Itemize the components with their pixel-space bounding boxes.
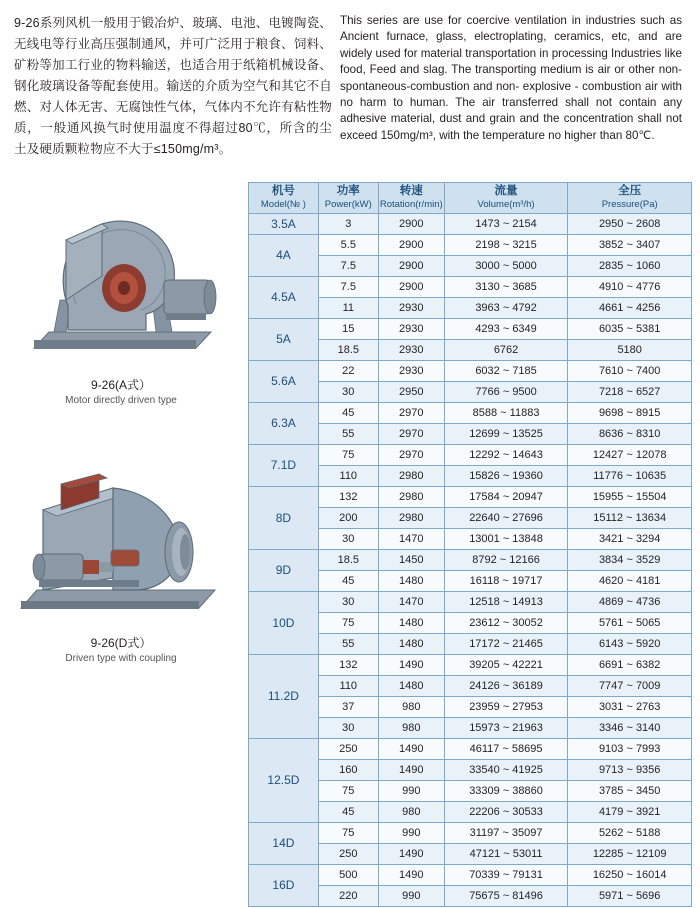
cell-power: 30 xyxy=(318,529,378,550)
cell-rotation: 2970 xyxy=(378,424,444,445)
cell-model: 3.5A xyxy=(249,214,319,235)
cell-rotation: 1480 xyxy=(378,571,444,592)
specification-table xyxy=(248,182,692,907)
table-row xyxy=(249,550,692,571)
cell-rotation: 2900 xyxy=(378,214,444,235)
fan-a-type-photo xyxy=(6,180,236,370)
cell-power: 200 xyxy=(318,508,378,529)
cell-rotation: 2900 xyxy=(378,277,444,298)
cell-pressure: 3834 ~ 3529 xyxy=(568,550,692,571)
cell-power: 132 xyxy=(318,487,378,508)
cell-model: 14D xyxy=(249,823,319,865)
cell-pressure: 7610 ~ 7400 xyxy=(568,361,692,382)
specification-table-wrapper xyxy=(248,182,692,907)
table-row xyxy=(249,865,692,886)
cell-volume: 3000 ~ 5000 xyxy=(444,256,568,277)
cell-power: 75 xyxy=(318,781,378,802)
cell-power: 18.5 xyxy=(318,550,378,571)
figures-column xyxy=(0,180,242,664)
cell-pressure: 6035 ~ 5381 xyxy=(568,319,692,340)
table-row xyxy=(249,655,692,676)
cell-power: 55 xyxy=(318,634,378,655)
cell-power: 160 xyxy=(318,760,378,781)
cell-pressure: 7218 ~ 6527 xyxy=(568,382,692,403)
cell-volume: 15973 ~ 21963 xyxy=(444,718,568,739)
cell-rotation: 990 xyxy=(378,781,444,802)
table-row xyxy=(249,739,692,760)
cell-volume: 4293 ~ 6349 xyxy=(444,319,568,340)
table-row xyxy=(249,361,692,382)
cell-rotation: 1450 xyxy=(378,550,444,571)
column-header-volume: 流量 Volume(m³/h) xyxy=(444,183,568,214)
cell-power: 30 xyxy=(318,382,378,403)
cell-rotation: 1480 xyxy=(378,613,444,634)
cell-rotation: 1490 xyxy=(378,844,444,865)
cell-power: 110 xyxy=(318,676,378,697)
cell-pressure: 9103 ~ 7993 xyxy=(568,739,692,760)
table-row xyxy=(249,214,692,235)
cell-pressure: 12427 ~ 12078 xyxy=(568,445,692,466)
cell-power: 55 xyxy=(318,424,378,445)
cell-pressure: 5971 ~ 5696 xyxy=(568,886,692,907)
cell-rotation: 990 xyxy=(378,886,444,907)
cell-power: 45 xyxy=(318,403,378,424)
cell-volume: 17584 ~ 20947 xyxy=(444,487,568,508)
cell-pressure: 16250 ~ 16014 xyxy=(568,865,692,886)
cell-power: 132 xyxy=(318,655,378,676)
column-header-pressure: 全压 Pressure(Pa) xyxy=(568,183,692,214)
cell-volume: 70339 ~ 79131 xyxy=(444,865,568,886)
table-body xyxy=(249,214,692,907)
table-header-row xyxy=(249,183,692,214)
cell-volume: 47121 ~ 53011 xyxy=(444,844,568,865)
cell-pressure: 5262 ~ 5188 xyxy=(568,823,692,844)
cell-rotation: 980 xyxy=(378,697,444,718)
column-header-rotation: 转速 Rotation(r/min) xyxy=(378,183,444,214)
cell-power: 5.5 xyxy=(318,235,378,256)
cell-rotation: 980 xyxy=(378,718,444,739)
cell-volume: 1473 ~ 2154 xyxy=(444,214,568,235)
cell-power: 45 xyxy=(318,571,378,592)
cell-rotation: 2980 xyxy=(378,466,444,487)
cell-power: 30 xyxy=(318,592,378,613)
cell-volume: 12292 ~ 14643 xyxy=(444,445,568,466)
table-row xyxy=(249,445,692,466)
cell-power: 75 xyxy=(318,823,378,844)
table-row xyxy=(249,319,692,340)
cell-pressure: 2835 ~ 1060 xyxy=(568,256,692,277)
cell-volume: 24126 ~ 36189 xyxy=(444,676,568,697)
cell-volume: 6032 ~ 7185 xyxy=(444,361,568,382)
cell-rotation: 1490 xyxy=(378,760,444,781)
cell-volume: 15826 ~ 19360 xyxy=(444,466,568,487)
cell-model: 16D xyxy=(249,865,319,907)
cell-model: 4.5A xyxy=(249,277,319,319)
cell-rotation: 1490 xyxy=(378,739,444,760)
figure-d-caption-cn: 9-26(D式） xyxy=(90,636,152,650)
cell-volume: 17172 ~ 21465 xyxy=(444,634,568,655)
cell-power: 18.5 xyxy=(318,340,378,361)
cell-pressure: 15955 ~ 15504 xyxy=(568,487,692,508)
cell-power: 250 xyxy=(318,844,378,865)
cell-volume: 33540 ~ 41925 xyxy=(444,760,568,781)
cell-volume: 23959 ~ 27953 xyxy=(444,697,568,718)
cell-model: 5A xyxy=(249,319,319,361)
cell-pressure: 5180 xyxy=(568,340,692,361)
cell-model: 6.3A xyxy=(249,403,319,445)
cell-rotation: 1480 xyxy=(378,634,444,655)
cell-rotation: 2900 xyxy=(378,256,444,277)
cell-rotation: 990 xyxy=(378,823,444,844)
cell-rotation: 1470 xyxy=(378,529,444,550)
cell-model: 12.5D xyxy=(249,739,319,823)
cell-pressure: 4910 ~ 4776 xyxy=(568,277,692,298)
cell-power: 110 xyxy=(318,466,378,487)
table-row xyxy=(249,487,692,508)
cell-power: 3 xyxy=(318,214,378,235)
figure-a-type xyxy=(0,180,242,406)
cell-rotation: 2930 xyxy=(378,340,444,361)
cell-power: 7.5 xyxy=(318,256,378,277)
cell-pressure: 5761 ~ 5065 xyxy=(568,613,692,634)
intro-text-chinese: 9-26系列风机一般用于锻冶炉、玻璃、电池、电镀陶瓷、无线电等行业高压强制通风，并可广泛用于粮食、饲料、矿粉等加工行业的物料输送，也适合用于纸箱机械设备、钢化玻璃设备等配套使用。输送的介质为空气和其它不自燃、对人体无害、无腐蚀性气体，气体内不允许有粘性物质，一般通风换气时使用温度不得超过80℃，所含的尘土及硬质颗粒物应不大于≤150mg/m³。 xyxy=(14,16,332,156)
cell-power: 15 xyxy=(318,319,378,340)
cell-rotation: 1490 xyxy=(378,655,444,676)
intro-section xyxy=(0,0,700,160)
cell-model: 10D xyxy=(249,592,319,655)
cell-model: 4A xyxy=(249,235,319,277)
cell-model: 11.2D xyxy=(249,655,319,739)
figure-d-caption-en: Driven type with coupling xyxy=(65,653,177,664)
cell-volume: 23612 ~ 30052 xyxy=(444,613,568,634)
cell-power: 22 xyxy=(318,361,378,382)
cell-volume: 46117 ~ 58695 xyxy=(444,739,568,760)
table-row xyxy=(249,277,692,298)
cell-volume: 8792 ~ 12166 xyxy=(444,550,568,571)
cell-power: 250 xyxy=(318,739,378,760)
cell-pressure: 3852 ~ 3407 xyxy=(568,235,692,256)
cell-power: 11 xyxy=(318,298,378,319)
cell-pressure: 12285 ~ 12109 xyxy=(568,844,692,865)
cell-rotation: 1470 xyxy=(378,592,444,613)
cell-model: 7.1D xyxy=(249,445,319,487)
cell-volume: 22640 ~ 27696 xyxy=(444,508,568,529)
cell-pressure: 4869 ~ 4736 xyxy=(568,592,692,613)
cell-pressure: 11776 ~ 10635 xyxy=(568,466,692,487)
cell-model: 9D xyxy=(249,550,319,592)
cell-pressure: 3421 ~ 3294 xyxy=(568,529,692,550)
cell-pressure: 3031 ~ 2763 xyxy=(568,697,692,718)
cell-pressure: 4620 ~ 4181 xyxy=(568,571,692,592)
cell-rotation: 1480 xyxy=(378,676,444,697)
cell-pressure: 9713 ~ 9356 xyxy=(568,760,692,781)
fan-d-type-photo xyxy=(3,458,239,628)
cell-volume: 39205 ~ 42221 xyxy=(444,655,568,676)
table-row xyxy=(249,403,692,424)
cell-power: 37 xyxy=(318,697,378,718)
cell-rotation: 2930 xyxy=(378,361,444,382)
cell-rotation: 2900 xyxy=(378,235,444,256)
cell-pressure: 7747 ~ 7009 xyxy=(568,676,692,697)
intro-text-english: This series are use for coercive ventilation in industries such as Ancient furnace, glass, electroplating, ceramics, etc, and are widely used for material transportation in processing Industries like food, Feed and slag. The transporting medium is air or other non-spontaneous-combustion and non- explosive - combustion air with no harm to human. The air transferred shall not contain any adhesive material, dust and grain and the concentration shall not exceed 150mg/m³, with the temperature no higher than 80℃. xyxy=(340,14,682,142)
cell-pressure: 4661 ~ 4256 xyxy=(568,298,692,319)
cell-pressure: 2950 ~ 2608 xyxy=(568,214,692,235)
cell-volume: 12518 ~ 14913 xyxy=(444,592,568,613)
cell-power: 7.5 xyxy=(318,277,378,298)
cell-power: 220 xyxy=(318,886,378,907)
table-row xyxy=(249,592,692,613)
cell-volume: 16118 ~ 19717 xyxy=(444,571,568,592)
cell-volume: 3963 ~ 4792 xyxy=(444,298,568,319)
table-row xyxy=(249,235,692,256)
cell-rotation: 2970 xyxy=(378,403,444,424)
cell-pressure: 3785 ~ 3450 xyxy=(568,781,692,802)
cell-model: 5.6A xyxy=(249,361,319,403)
figure-d-type xyxy=(0,458,242,664)
cell-volume: 31197 ~ 35097 xyxy=(444,823,568,844)
cell-volume: 6762 xyxy=(444,340,568,361)
column-header-power: 功率 Power(kW) xyxy=(318,183,378,214)
cell-pressure: 4179 ~ 3921 xyxy=(568,802,692,823)
cell-rotation: 2970 xyxy=(378,445,444,466)
cell-volume: 75675 ~ 81496 xyxy=(444,886,568,907)
table-row xyxy=(249,823,692,844)
cell-volume: 33309 ~ 38860 xyxy=(444,781,568,802)
cell-rotation: 980 xyxy=(378,802,444,823)
cell-volume: 22206 ~ 30533 xyxy=(444,802,568,823)
cell-volume: 7766 ~ 9500 xyxy=(444,382,568,403)
cell-rotation: 2950 xyxy=(378,382,444,403)
cell-rotation: 2980 xyxy=(378,487,444,508)
cell-pressure: 8636 ~ 8310 xyxy=(568,424,692,445)
cell-power: 30 xyxy=(318,718,378,739)
cell-pressure: 6143 ~ 5920 xyxy=(568,634,692,655)
cell-volume: 13001 ~ 13848 xyxy=(444,529,568,550)
figure-a-caption-en: Motor directly driven type xyxy=(65,395,177,406)
cell-volume: 3130 ~ 3685 xyxy=(444,277,568,298)
cell-model: 8D xyxy=(249,487,319,550)
cell-pressure: 15112 ~ 13634 xyxy=(568,508,692,529)
cell-rotation: 2980 xyxy=(378,508,444,529)
column-header-model: 机号 Model(№ ) xyxy=(249,183,319,214)
cell-volume: 12699 ~ 13525 xyxy=(444,424,568,445)
cell-pressure: 9698 ~ 8915 xyxy=(568,403,692,424)
cell-rotation: 1490 xyxy=(378,865,444,886)
cell-rotation: 2930 xyxy=(378,298,444,319)
cell-power: 75 xyxy=(318,445,378,466)
figure-a-caption-cn: 9-26(A式） xyxy=(90,378,152,392)
cell-rotation: 2930 xyxy=(378,319,444,340)
cell-pressure: 3346 ~ 3140 xyxy=(568,718,692,739)
cell-volume: 2198 ~ 3215 xyxy=(444,235,568,256)
cell-power: 75 xyxy=(318,613,378,634)
cell-power: 500 xyxy=(318,865,378,886)
cell-volume: 8588 ~ 11883 xyxy=(444,403,568,424)
cell-power: 45 xyxy=(318,802,378,823)
cell-pressure: 6691 ~ 6382 xyxy=(568,655,692,676)
